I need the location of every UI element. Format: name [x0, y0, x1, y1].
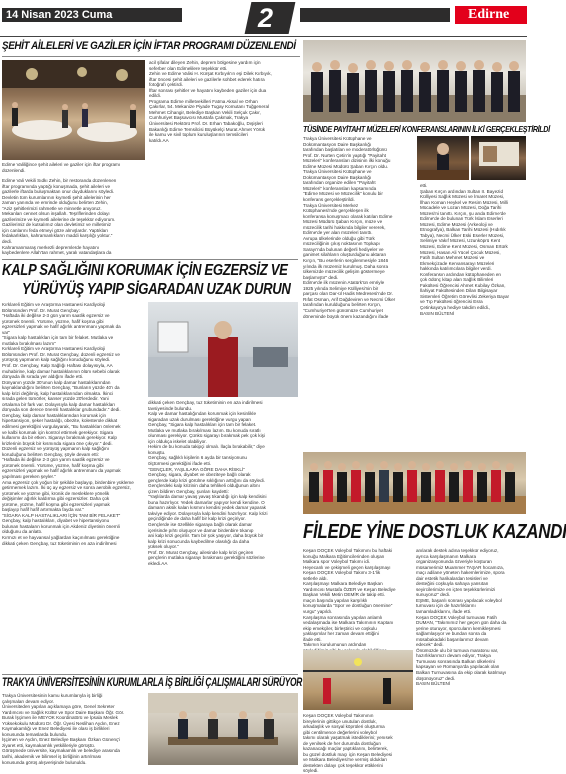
text-line: Keşan DOÇEK Voleybol Takımının: [303, 713, 374, 718]
text-line: fedakarlıkları, kahramanlıkların maddi karşılığı yoktur.": [2, 233, 113, 239]
text-line: setlerle aldı.: [303, 575, 328, 581]
text-line: "SİGARA KALP HASTALIKLARI İÇİN TAM BİR FELAKET": [2, 512, 121, 518]
text-line: Başkan Vekili Metin DEMİR de takip etti.: [303, 592, 385, 598]
text-line: Bölümünden Prof. Dr. Murat Gençbay, düzenli egzersiz ve: [2, 351, 120, 357]
text-line: Ama egzersiz çok yoğun bir şekilde başlayıp, birdenbire yükleme: [2, 479, 134, 485]
date-bar-right: [300, 8, 450, 22]
article1-body-col1: [2, 178, 145, 256]
text-line: kalp krizi sonucunda kaybedilme olasılığı da daha: [148, 538, 250, 544]
text-line: konusunda görüş alışverişinde bulunuldu.: [2, 759, 87, 765]
text-line: geçirdiğinde de daha hafif bir kalp krizi geçiriyor.: [148, 516, 246, 522]
text-line: anılarak destek adına teşekkür ediyoruz,: [416, 548, 499, 553]
text-line: edecek" dedi.: [416, 642, 444, 648]
article5-body-col1: [2, 693, 145, 765]
text-line: Gençbay, kalp hastalıkları, diyabet ve hipertansiyonu: [2, 518, 110, 524]
text-line: konusunda temaslarda bulundu.: [2, 731, 68, 737]
text-line: kalp krizi değilmiş, kalp hastalıklarından olmakta. İkinci: [2, 390, 114, 396]
text-line: döneminde büyük önem kazandığını ifade: [303, 313, 389, 319]
text-line: ve Malkara Belediyesi'ne vermiş oldukları: [303, 757, 388, 763]
text-line: yüksek oluyor.": [148, 544, 179, 550]
text-line: DUMAN, "Takımımız her geçen gün daha da: [416, 620, 507, 626]
text-line: müsabakadaki başarılarımız devam: [416, 636, 489, 642]
text-line: tarafından kurulduğunu belirten Kırçın,: [303, 302, 382, 308]
text-line: Edirne'de de bulunan Türk İslam Eserleri: [420, 216, 503, 222]
doctor-photo: [148, 302, 298, 397]
article4-body-col3: [416, 548, 526, 687]
text-line: Selimiye Vakıf Müzesi, Uzunköprü Kent: [420, 238, 501, 244]
text-line: "Cumhuriyet'ten günümüze Cumhuriyet: [303, 307, 383, 313]
text-line: İlahiyat Fakültesinden Dilan Bilgisayar: [420, 288, 498, 294]
text-line: için canlarını feda etmeyi göze almışlardır. Yaptıkları: [2, 227, 109, 233]
text-line: İftar sonrası şehitler ve hayatını kaybeden gaziler için dua: [149, 87, 267, 93]
text-line: Tabya), Necmi Ülker Eski Eserler Müzesi,: [420, 232, 505, 238]
article5-top-rule: [2, 674, 298, 675]
text-line: Trakya Üniversitesinin kamu kurumlarıyla iş birliği: [2, 693, 103, 698]
article3-body-col1: [2, 302, 145, 546]
text-line: etti.: [420, 183, 428, 188]
text-line: tamamladıklarını, ifade etti.: [416, 609, 472, 615]
group-photo-illustration: [303, 40, 526, 122]
text-line: dedi.: [2, 239, 12, 245]
text-line: iftar öncesi şehit aileleri ve gazilerle sohbet ederek hatıra: [149, 76, 265, 82]
doctor-illustration: [148, 302, 298, 397]
text-line: söyledi.: [303, 768, 319, 774]
article3-body-col2: [148, 400, 298, 566]
text-line: Kalp ve damar hastalığından korunmak için kesinlikle: [148, 411, 257, 417]
text-line: Şaban Kırçın ardından Sultan II. Bayezid: [420, 188, 503, 194]
text-line: Edirne'de yer alan müzeleri tanıttı.: [303, 230, 373, 236]
text-line: kazanacağı maçlar yaptıklarını, belirterek,: [303, 746, 389, 752]
text-line: Keşan DOÇEK Voleybol turnuvası Fatih: [416, 614, 497, 620]
text-line: çizen bildiren Gençbay, şunları kaydetti:: [148, 488, 229, 494]
text-line: konferansa konuşmacı olarak katılan Edirne: [303, 213, 393, 219]
text-line: bu güzel dostluk maçı için Keşan Belediyesi: [303, 751, 393, 757]
university-meeting-photo: [148, 693, 298, 765]
text-line: Keşan DOÇEK Voleybol Takımını bu haftaki: [303, 548, 393, 553]
text-line: mutlaka bırakılması lazım": [2, 340, 56, 346]
text-line: Çakırlar, 54. Mekanize Piyade Tugay Komutanı Tuğgeneral: [149, 104, 270, 110]
text-line: koruduğunu belirten Gençbay, şöyle devam etti:: [2, 451, 99, 457]
text-line: dair estetik harikalardan tesisleri ve: [416, 575, 488, 581]
text-line: acil şifalar dileyen Zehin, deprem bölgesine yardım için: [149, 60, 261, 65]
text-line: Rıfat Osman, Arif Dağdeviren ve Necmi Ülker: [303, 296, 396, 302]
text-line: yürüme, yüzme, hafif koşma gibi egzersizleri yapmak: [2, 501, 110, 507]
text-line: yürümek önemli. Yürüme, yüzme, hafif koşma gibi: [2, 462, 104, 468]
text-line: seyircilerimize en içten teşekkürlerimizi: [416, 586, 496, 592]
article2-body-col2: [420, 183, 526, 316]
text-line: organizasyonunda özveriyle koşturan: [416, 559, 492, 565]
iftar-dinner-illustration: [2, 60, 145, 160]
article4-headline: FİLEDE YİNE DOSTLUK KAZANDI: [303, 521, 566, 543]
text-line: edildi.: [149, 93, 162, 99]
text-line: seferber olan Edirnelilere teşekkür etti.: [149, 65, 228, 71]
text-line: sağlamlaşıyor ve bundan sonra da: [416, 631, 487, 637]
text-line: başlayıp hafif hafif artırmakta fayda var.": [2, 507, 84, 513]
text-line: Düzenli egzersiz ve yürüyüş yapmanın kalp sağlığını: [2, 446, 109, 452]
text-line: maçın başında yapılan karşılıklı: [303, 597, 368, 603]
text-line: yaklaşımlar her zaman devam ettiğini: [303, 631, 379, 637]
article3-top-rule: [2, 259, 298, 260]
text-line: sigaradan uzak durulması gerektiğine vurgu yapan: [148, 416, 251, 422]
text-line: dünyada ilk sırada yer aldığını ifade etti.: [2, 374, 84, 380]
text-line: takviye ediyor. Dolayısıyla kalp kendini hazırlıyor. Kalp krizi: [148, 510, 268, 516]
article5-headline: TRAKYA ÜNİVERSİTESİNİN KURUMLARLA İŞ BİRLİĞİ ÇALIŞMALARI SÜRÜYOR: [2, 677, 303, 689]
text-line: dikkati çeken Gençbay, tuz tüketiminin en aza indirilmesi: [2, 540, 117, 546]
text-line: Trakya Üniversitesi Merkez: [303, 202, 359, 208]
text-line: ekledi.AA: [148, 560, 168, 566]
text-line: ziyaret etti, kaymakamlık yetkilileriyle görüştü.: [2, 742, 95, 748]
text-line: 1925 yılında Selimiye Külliyesi'nin bir: [303, 285, 379, 291]
text-line: desteğini coşkuyla sahaya yansıtan: [416, 581, 489, 587]
text-line: "Haftada iki değilse 2-3 gün yarım saatlik egzersiz ve: [2, 313, 110, 319]
text-line: ülkemizde müzecilik gelişim göstermeye: [303, 269, 385, 275]
text-line: ortalama bir fark var. Dolayısıyla kalp damar hastalıkları: [2, 401, 116, 407]
text-line: müsamerimiz Muammer TAŞAR hocamıza,: [416, 564, 504, 570]
text-line: ayrıca karşılaşmanın Malkara: [416, 553, 476, 559]
text-line: BASIN BÜLTENİ: [420, 310, 455, 316]
page-number: 2: [258, 3, 274, 33]
text-line: Kahramanmaraş merkezli depremlerde hayatını: [2, 244, 100, 250]
masthead: [0, 0, 527, 37]
text-line: yürümek ve yüzme gibi, kronik de mesleklere yönelik: [2, 490, 110, 496]
text-line: gazilerle iftarda buluşmaktan onur duyduklarını söyledi.: [2, 189, 115, 195]
text-line: kapsayan ve Romanya'da yapılacak olan: [416, 664, 500, 670]
text-line: içerisinde pıhtı oluşuyor ve damar birdenbire tıkanıp: [148, 527, 254, 533]
text-line: Karşılaşmayı Malkara Belediye Başkan: [303, 581, 383, 587]
text-line: hipertansiyon, şeker hastalığı, obezite, kolesterole dikkat: [2, 418, 118, 424]
text-line: "Haftada iki değilse 2-3 gün yarım saatlik egzersiz ve: [2, 457, 110, 463]
text-line: Mücadele ve Lozan Müzesi, Doğa Tarihi: [420, 205, 502, 211]
text-line: tarafından organize edilen "Payitaht: [303, 180, 376, 186]
text-line: Kırmızı et ve hayvansal yağlardan kaçınılması gerektiğine: [2, 534, 120, 540]
text-line: edilmesi gerektiğini vurgulayarak, "Bu hastalıkları önlemek: [2, 424, 121, 430]
text-line: tavsiyesinde bulundu.: [148, 405, 193, 411]
text-line: Gençlerde ise özellikle sigaraya bağlı olarak damar: [148, 522, 252, 528]
text-line: Avrupa ülkelerinde olduğu gibi Türk: [303, 235, 375, 241]
text-line: Müzesi'ni tanıttı. Kırçın, şu anda Edirne'de: [420, 210, 506, 216]
text-line: Burak İşçimen ile MEYOK Koordinatörü ve İpsala Meslek: [2, 715, 118, 721]
text-line: Balkan Turnuvasına da ekip olarak katılmayı: [416, 670, 507, 676]
text-line: konferans gerçekleştirildi.: [303, 197, 355, 203]
caption-line: düzenlendi.: [2, 167, 26, 173]
text-line: Çetinkaya'ya hediye takdim edildi.,: [420, 305, 491, 311]
volleyball-team-illustration: [303, 452, 526, 514]
text-line: Cumhuriyet Başsavcısı Mustafa Çakmak, Trakya: [149, 115, 249, 121]
text-line: Önümüzde ulu bir turnuva maratonu var,: [416, 647, 499, 653]
text-line: kullanımı da bir etken. Sigarayı bırakmak gerekiyor. Kalp: [2, 435, 117, 441]
speaker-illustration: [417, 136, 469, 180]
text-line: Gençbay, kalp damar hastalıklarından korumak için: [2, 412, 107, 418]
text-line: "Sigara kalp hastalıkları için tam bir felaket. Mutlaka ve: [2, 335, 114, 341]
text-line: ölçtürmesi gerektiğini ifade etti.: [148, 461, 212, 467]
text-line: "Yaşlılarda damar yavaş yavaş tıkandığı için kalp kendisini: [148, 494, 267, 500]
text-line: İşçimen ve Aydın, Enez Belediye Başkanı Özkan Günenç'i: [2, 737, 121, 743]
article2-body-col1: [303, 136, 415, 319]
article4-body-col1: [303, 548, 413, 653]
text-line: yürüyüş yapmanın kalp sağlığını koruduğunu söyledi.: [2, 357, 111, 363]
text-line: Kırçın, "Bu eserlerin sergilenmesiyle 1846: [303, 258, 389, 264]
text-line: Gençbay, "Sigara kalp hastalıkları için tam bir felaket.: [148, 422, 257, 428]
text-line: Kaymakamlığı ve Enez Belediyesi ile olası iş birlikleri: [2, 726, 110, 732]
text-line: muhabirine, kalp damar hastalıklarının ölüm sebebi olarak: [2, 368, 120, 374]
text-line: müzeciliğinin çıkış noktasının Topkapı: [303, 241, 380, 247]
text-line: destekten dolayı çok teşekkür ettiklerini: [303, 762, 383, 768]
text-line: fotoğrafı çektirdi.: [149, 82, 183, 88]
text-line: Müzeleri" konferansları kapsamında: [303, 185, 377, 191]
text-line: takımı olarak yaşatmak istediklerini; yenısek: [303, 735, 393, 741]
article1-rule: [2, 56, 300, 57]
text-line: Devletin tüm kurumlarının kıymetli şehit ailelerinin her: [2, 194, 111, 200]
text-line: maçı adilane yöneten hakemlerimize, spora: [416, 570, 505, 576]
text-line: de yenilsek de her durumda dostluğun: [303, 740, 381, 746]
text-line: ve kalbi korumak için kontrol ettirmek gerekiyor. Sigara: [2, 429, 114, 435]
text-line: dünyada son derece önemli hastalıklar grubundadır." dedi.: [2, 407, 121, 413]
text-line: egzersizleri yapmak ve hafif ağırlık antrenmanı da yapmak: [2, 468, 121, 474]
text-line: iftar programında yaptığı konuşmada, şehit aileleri ve: [2, 183, 111, 189]
text-line: Bakanlığı Edirne Temsilcisi Büyükelçi Murat Ahmet Yörük: [149, 126, 265, 132]
text-line: Edirne Müzesi Müdürü Şaban Kırçın oldu.: [303, 163, 389, 169]
text-line: Yüksekokulu Müdürü Dr. Öğr. Üyesi Neslihan Aydın, Enez: [2, 720, 120, 726]
text-line: tarafından başlatılan ve moderatörlüğünü: [303, 147, 387, 153]
volleyball-match-illustration: [303, 650, 413, 710]
text-line: var": [2, 329, 11, 335]
article3-headline-line2: YÜRÜYÜŞ YAPIP SİGARADAN UZAK DURUN: [22, 281, 291, 298]
text-line: hazırlıklarımızı devam ediyor, Trakya: [416, 653, 491, 659]
text-line: Trakya Üniversitesi Kütüphane ve: [303, 169, 372, 175]
text-line: Dokümantasyon Daire Başkanlığı: [303, 174, 372, 180]
text-line: Sistemleri Öğretim Görevlisi Zekeriya Bayar: [420, 293, 510, 299]
text-line: gençlerde kalp krizi görülme sıklığının arttığını da söyledi.: [148, 477, 265, 483]
text-line: düşünüyoruz" dedi.: [416, 675, 456, 681]
text-line: olunması gerekiyor. Çünkü sigarayı bırakmak pek çok kişi: [148, 433, 265, 439]
text-line: Kütüphanesi'nde gerçekleşen ilk: [303, 208, 369, 214]
text-line: katıldı.AA: [149, 137, 169, 143]
article1-body-col2: [149, 60, 299, 143]
text-line: yürümek önemli. Yürüme, yüzme, hafif koşma gibi: [2, 318, 104, 324]
text-line: vurgu" yapıldı.: [303, 609, 333, 615]
text-line: Zehin ve Edirne Valisi H. Kürşat Kırbıyık'ın eşi Dilek Kırbıyık,: [149, 71, 272, 77]
text-line: Kırklareli Eğitim ve Araştırma Hastanesi Kardiyoloji: [2, 302, 106, 307]
text-line: bireylerinin gittikçe unutulan dostluk,: [303, 718, 377, 724]
volleyball-team-photo: [303, 452, 526, 514]
article4-body-col2: [303, 713, 413, 774]
text-line: sunuyoruz" dedi.: [416, 592, 451, 598]
meeting-illustration: [148, 693, 298, 765]
text-line: Programa Edirne milletvekilleri Fatma Aksal ve Orhan: [149, 98, 258, 104]
text-line: müzecilik tarihi hakkında bilgiler vererek,: [303, 224, 386, 230]
text-line: Takımın kurulumunun ardından: [303, 642, 367, 648]
text-line: Dokümantasyon Daire Başkanlığı: [303, 141, 372, 147]
text-line: Gençbay, sağlıklı kişilerin 6 ayda bir tansiyonunu: [148, 455, 247, 461]
masthead-rule: [0, 36, 527, 37]
text-line: Görüşmede üniversite, kaymakamlık ve belediye arasında: [2, 748, 120, 754]
text-line: Üniversiteden yapılan açıklamaya göre, Genel Sekreter: [2, 704, 115, 710]
text-line: buna hazırlıyor. Yedek damarlar yapıyor kendi kendine. O: [148, 499, 265, 505]
text-line: Gençlerdeki kalp krizinin daha tehlikeli olduğunun altını: [148, 483, 260, 489]
article1-headline: ŞEHİT AİLELERİ VE GAZİLER İÇİN İFTAR PROGRAMI DÜZENLENDİ: [2, 40, 296, 52]
text-line: Yardımcısı Mustafa ÖZER ve Keşan Belediye: [303, 586, 396, 592]
text-line: Yardımcısı ve Sağlık Kültür ve Spor Daire Başkanı Öğr. Gör.: [2, 709, 125, 715]
text-line: vedalaşmada ise Malkara Takımının Kaptanı: [303, 620, 394, 626]
text-line: çalışmaları devam ediyor.: [2, 698, 55, 704]
text-line: konuştu.: [148, 449, 166, 455]
text-line: gibi centilmence değerlerini voleybol: [303, 729, 377, 735]
text-line: Karşılaşma sonrasında yapılan anlamlı: [303, 614, 383, 620]
text-line: ganimet silahların oluşturduğunu aktaran: [303, 252, 386, 258]
text-line: gazilerimize ve kıymetli ailelerine de teşekkür ediyorum.: [2, 216, 116, 222]
article1-photo-caption: [2, 162, 145, 173]
text-line: Konferansın ardından kütüphaneden en: [420, 271, 501, 277]
text-line: kaynaklandığını belirten Gençbay, "Bunların yüzde 40'ı da: [2, 385, 120, 391]
text-line: Prof. Dr. Murat Gençbay, ailesinde kalp krizi geçiren: [148, 549, 254, 555]
text-line: değişimler ağırlık kaldırma gibi egzersizler. Daha çok: [2, 496, 110, 502]
text-line: "Aziz şehitlerimizi rahmetle ve minnetle anıyoruz.: [2, 205, 102, 211]
text-line: "GENÇLER, YAŞLILARA GÖRE DAHA RİSKLİ": [148, 466, 245, 472]
volleyball-match-photo: [303, 650, 413, 710]
text-line: Bölümünden Prof. Dr. Murat Gençbay:: [2, 307, 80, 313]
text-line: Müzesi, Hasan Ali Yücel Çocuk Müzesi,: [420, 249, 501, 255]
text-line: krizlerinin büyük bir kısmında sigara öne çıkıyor." dedi.: [2, 440, 113, 446]
text-line: Fakültesi Öğrencisi Ahmet Kubilay Özkan,: [420, 282, 506, 288]
text-line: ifade etti.: [303, 636, 322, 642]
text-line: Sarayı'nda bulunan değerli hediyeler ve: [303, 246, 384, 252]
text-line: Müzesi Müdürü Şaban Kırçın, müze ve: [303, 219, 383, 225]
text-line: Turnuvası sonrasında Balkan ülkelerini: [416, 658, 495, 664]
article2-headline: TÜSİNDE PAYİTAHT MÜZELERİ KONFERANSLARININ İLKİ GERÇEKLEŞTİRİLDİ: [303, 124, 550, 134]
text-line: hakkında katılımcılara bilgiler verdi.: [420, 266, 492, 272]
slide-illustration: [471, 136, 526, 180]
text-line: damarın aksik kalan kısmını kendisi yedek damar yaparak: [148, 505, 266, 511]
text-line: Müzesi, Edirne Kent Müzesi, Osman Ertürk: [420, 244, 508, 250]
text-line: Mekanları cennet olsun inşallah. Teşriflerinden dolayı: [2, 211, 110, 217]
text-line: parçası olan Dar-ül Hadis Medresesi'nde Dr.: [303, 291, 393, 297]
text-line: Edirne'de ilk müzenin Atatürk'ün emriyle: [303, 280, 385, 286]
text-line: turnuvası için de hazırlıklarını: [416, 603, 476, 609]
text-line: Prof. Dr. Nurten Çetin'in yaptığı "Payitaht: [303, 152, 386, 158]
text-line: Trakya Üniversitesi Kütüphane ve: [303, 136, 372, 141]
iftar-dinner-photo: [2, 60, 145, 160]
text-line: İlhan Koman Heykel ve Resim Müzesi, Milli: [420, 199, 508, 205]
text-line: Etnografya), Balkan Tarihi Müzesi (Hıdırlık: [420, 227, 506, 233]
text-line: bulunan hastaların korunmak için Akdeniz diyetinin önemli: [2, 523, 120, 529]
text-line: çok ödünç kitap alan Sağlık Bilimleri: [420, 277, 494, 283]
brand-name: Edirne: [468, 7, 510, 22]
text-line: olduğunu da anlattı.: [2, 529, 43, 535]
text-line: kaybedenlere Allah'tan rahmet, yaralı vatandaşlara da: [2, 250, 112, 256]
text-line: Müzesi, Edirne Müzesi (Arkeoloji ve: [420, 221, 493, 227]
issue-date: 14 Nisan 2023 Cuma: [6, 9, 113, 21]
text-line: Keşan DOÇEK Voleybol Takımı 3-1'lik: [303, 570, 381, 576]
text-line: arkadaşlık ve sosyal köprüleri oluşturma: [303, 724, 385, 730]
text-line: başlamıştır" dedi.: [303, 274, 339, 280]
text-line: Malkara spor Voleybol Takımı idi.: [303, 559, 371, 565]
text-line: Heyecanlı ve çekişmeli geçen karşılaşmayı: [303, 564, 391, 570]
text-line: Gençbay, sigara, diyabet ve obeziteye bağlı olarak: [148, 472, 251, 478]
text-line: Kırklareli Eğitim ve Araştırma Hastanesi Kardiyoloji: [2, 346, 106, 352]
text-line: Üniversitesi Rektörü Prof. Dr. Erhan Tabakoğlu, Dışişleri: [149, 121, 263, 127]
text-line: BASIN BÜLTENİ: [416, 681, 451, 687]
text-line: Gazilerimiz de kutsalımız olan devletimiz ve milletimiz: [2, 222, 112, 228]
text-line: getirmemek lazım. İki üç ay egzersiz ve sonra aerobik egzersiz,: [2, 485, 131, 491]
text-line: egzersizleri yapmak ve hafif ağırlık antrenmanı yapmak da: [2, 324, 121, 330]
text-line: konuğu Malkara Eğitimcilerinden oluşan: [303, 553, 385, 559]
text-line: EŞME, başarılı sonrası yapılacak voleybol: [416, 597, 502, 603]
text-line: yapılması gereken şeyler.": [2, 473, 56, 479]
text-line: Edirne Vali Vekili Sıdkı Zehin, bir restoranda düzenlenen: [2, 178, 117, 183]
article3-headline-line1: KALP SAĞLIĞINI KORUMAK İÇİN EGZERSİZ VE: [2, 262, 288, 279]
text-line: ve Tıp Fakültesi öğrencisi Esra: [420, 299, 483, 305]
text-line: Prof. Dr. Gençbay, Kalp Sağlığı Haftası dolayısıyla, AA: [2, 363, 113, 369]
text-line: Hekim de bu konuda takipçi olmalı. İlaçla bırakabilir," diye: [148, 444, 265, 450]
text-line: zaman yanında ve emrinde olduğunu belirten Zehin,: [2, 200, 108, 206]
conference-audience-photo: [303, 40, 526, 122]
text-line: sırada gelen tümörler, kanser yüzde 20'lerdedir. Yani: [2, 396, 109, 402]
text-line: Müzeleri" konferansları dizisinin ilki konuğu: [303, 158, 391, 164]
text-line: Külliyesi Sağlık Müzesi ve İmaret Müzesi,: [420, 194, 505, 200]
text-line: Ekmekçizade Kervansarayı Müzeleri: [420, 260, 495, 266]
text-line: dikkati çeken Gençbay, tuz tüketiminin en aza indirilmesi: [148, 400, 263, 405]
museum-slide-photo: [471, 136, 526, 180]
caption-line: Edirne Valiliğince şehit aileleri ve gaziler için iftar programı: [2, 162, 121, 167]
text-line: Mehmet Cihangir, Belediye Başkan Vekili Selçuk Çakır,: [149, 109, 261, 115]
text-line: gençlerin mutlaka sigarayı bırakması gerektiğini sözlerine: [148, 555, 265, 561]
text-line: yerine oturuyor, sporcuların kemikleşmesi: [416, 625, 501, 631]
text-line: için oldukça iskelet olabiliyor.: [148, 438, 207, 444]
text-line: Dünyanın yüzde 30'unun kalp damar hastalıklarından: [2, 379, 111, 385]
text-line: tarihi, akademik ve bilimsel iş birliğinin artırılması: [2, 754, 102, 760]
text-line: ekip emekçiler, birleştirici ve coşkulu: [303, 625, 377, 631]
text-line: Fatih Sultan Mehmet Müzesi ve: [420, 255, 485, 261]
text-line: konuşmalarda "Spor ve dostluğun önemine": [303, 603, 393, 609]
text-line: Mutlaka ve mutlaka bırakılması lazım. Bu konuda sıratlı: [148, 427, 261, 433]
speaker-photo: [417, 136, 469, 180]
text-line: ile kamu ve sivil toplum kuruluşlarının temsilcileri: [149, 132, 248, 138]
text-line: "Edirne Müzesi ve Müzecilik" konulu bir: [303, 191, 383, 197]
text-line: yılında ilk müzemiz kurulmuş. Daha sonra: [303, 263, 389, 269]
text-line: ani kalp krizi geçirilir. Tam bir şok yaşıyor, daha büyük bir: [148, 533, 264, 539]
